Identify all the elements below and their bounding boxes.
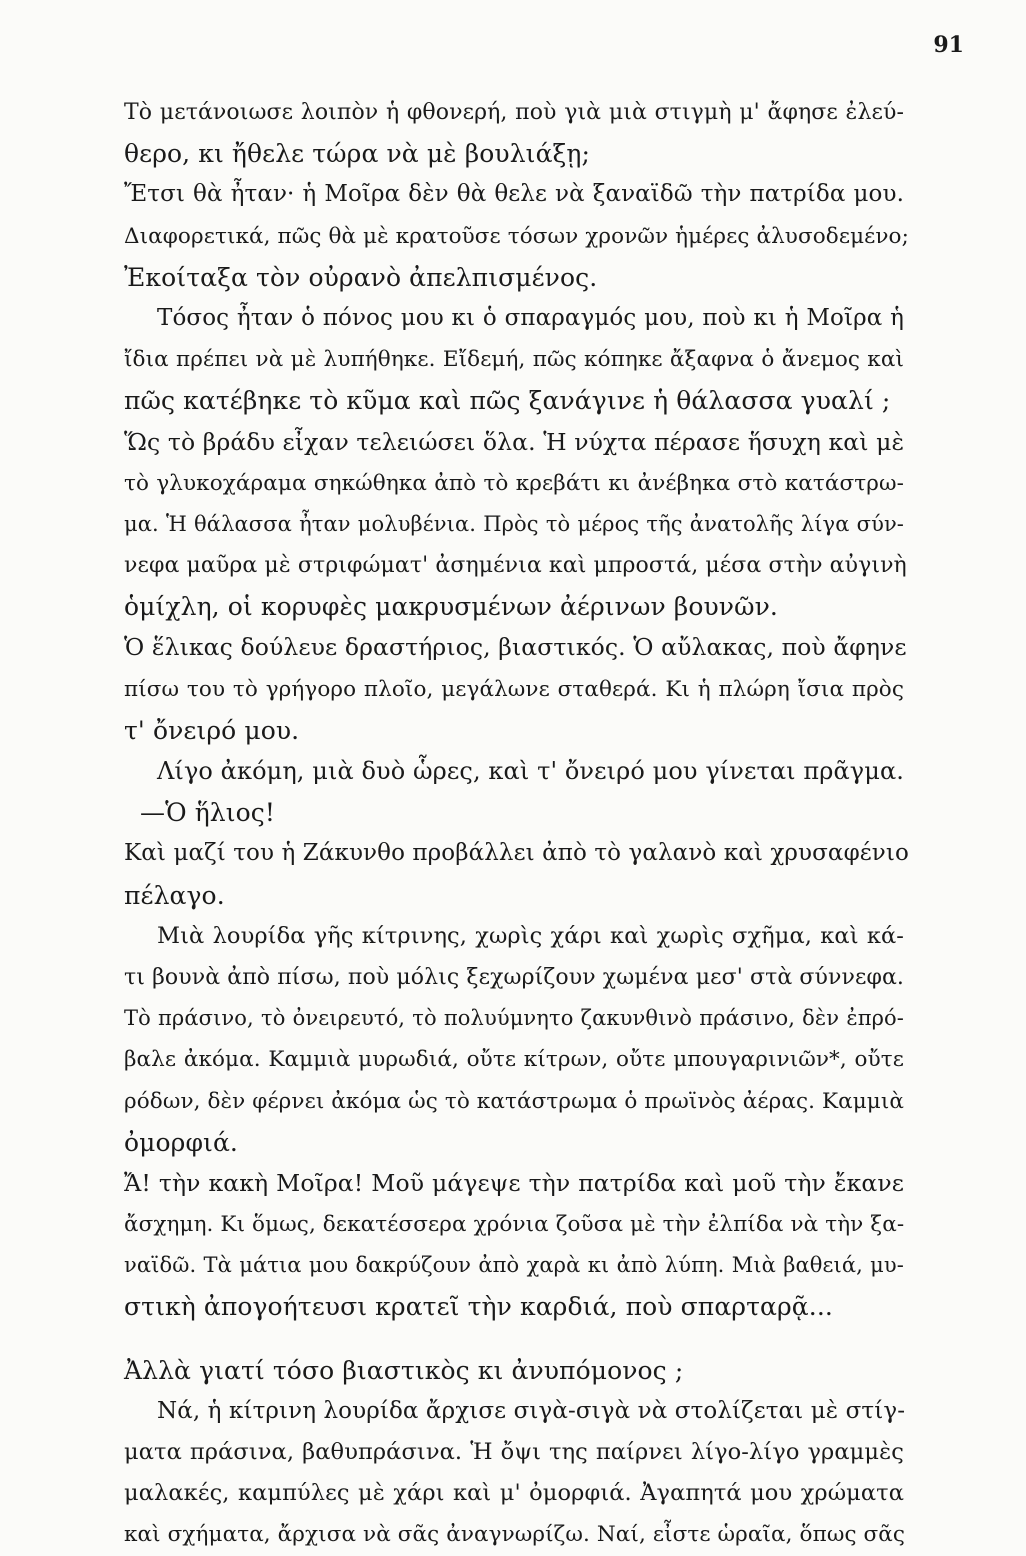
text-line: Λίγο ἀκόμη, μιὰ δυὸ ὧρες, καὶ τ' ὄνειρό μου γίνεται πρᾶγμα. <box>157 757 904 785</box>
paragraph-gap <box>124 1328 904 1350</box>
text-line: πίσω του τὸ γρήγορο πλοῖο, μεγάλωνε σταθερά. Κι ἡ πλώρη ἴσια πρὸς <box>124 676 904 702</box>
text-line: Μιὰ λουρίδα γῆς κίτρινης, χωρὶς χάρι καὶ χωρὶς σχῆμα, καὶ κά- <box>157 922 904 949</box>
text-line: μαλακές, καμπύλες μὲ χάρι καὶ μ' ὀμορφιά. Ἀγαπητά μου χρώματα <box>124 1480 904 1507</box>
text-line: Τὸ μετάνοιωσε λοιπὸν ἡ φθονερή, ποὺ γιὰ μιὰ στιγμὴ μ' ἄφησε ἐλεύ- <box>124 100 904 125</box>
text-line: ρόδων, δὲν φέρνει ἀκόμα ὡς τὸ κατάστρωμα ὁ πρωϊνὸς ἀέρας. Καμμιὰ <box>124 1088 905 1114</box>
text-body <box>124 92 909 1556</box>
text-line: Νά, ἡ κίτρινη λουρίδα ἄρχισε σιγὰ-σιγὰ νὰ στολίζεται μὲ στίγ- <box>157 1397 906 1424</box>
text-line: ἄσχημη. Κι ὅμως, δεκατέσσερα χρόνια ζοῦσα μὲ τὴν ἐλπίδα νὰ τὴν ξα- <box>124 1212 905 1238</box>
text-line: ὁμίχλη, οἱ κορυφὲς μακρυσμένων ἀέρινων βουνῶν. <box>124 592 778 622</box>
text-line: τὸ γλυκοχάραμα σηκώθηκα ἀπὸ τὸ κρεβάτι κι ἀνέβηκα στὸ κατάστρω- <box>124 470 904 496</box>
text-line: Ὁ ἕλικας δούλευε δραστήριος, βιαστικός. Ὁ αὔλακας, ποὺ ἄφηνε <box>124 633 907 662</box>
text-line: ἴδια πρέπει νὰ μὲ λυπήθηκε. Εἴδεμή, πῶς κόπηκε ἄξαφνα ὁ ἄνεμος καὶ <box>124 347 904 373</box>
text-line: Ἄ! τὴν κακὴ Μοῖρα! Μοῦ μάγεψε τὴν πατρίδα καὶ μοῦ τὴν ἔκανε <box>124 1168 904 1197</box>
text-line: θερο, κι ἤθελε τώρα νὰ μὲ βουλιάξῃ; <box>124 139 591 169</box>
text-line: Καὶ μαζί του ἡ Ζάκυνθο προβάλλει ἀπὸ τὸ γαλανὸ καὶ χρυσαφένιο <box>124 840 909 867</box>
text-line: Διαφορετικά, πῶς θὰ μὲ κρατοῦσε τόσων χρονῶν ἡμέρες ἀλυσοδεμένο; <box>124 223 909 249</box>
text-line: Ὥς τὸ βράδυ εἶχαν τελειώσει ὅλα. Ἡ νύχτα πέρασε ἥσυχη καὶ μὲ <box>124 427 905 456</box>
text-line: ὀμορφιά. <box>124 1127 238 1157</box>
text-line: Ἀλλὰ γιατί τόσο βιαστικὸς κι ἀνυπόμονος ; <box>124 1355 684 1385</box>
text-line: —Ὁ ἥλιος! <box>140 798 276 828</box>
text-line: Τόσος ἦταν ὁ πόνος μου κι ὁ σπαραγμός μου, ποὺ κι ἡ Μοῖρα ἡ <box>157 304 904 331</box>
text-line: Ἔτσι θὰ ἦταν· ἡ Μοῖρα δὲν θὰ θελε νὰ ξαναϊδῶ τὴν πατρίδα μου. <box>124 181 904 208</box>
text-line: πῶς κατέβηκε τὸ κῦμα καὶ πῶς ξανάγινε ἡ θάλασσα γυαλί ; <box>124 386 891 416</box>
page-number: 91 <box>933 32 964 58</box>
text-line: τι βουνὰ ἀπὸ πίσω, ποὺ μόλις ξεχωρίζουν χωμένα μεσ' στὰ σύννεφα. <box>124 964 904 990</box>
text-line: νεφα μαῦρα μὲ στριφώματ' ἀσημένια καὶ μπροστά, μέσα στὴν αὐγινὴ <box>124 553 907 579</box>
text-line: ματα πράσινα, βαθυπράσινα. Ἡ ὄψι της παίρνει λίγο-λίγο γραμμὲς <box>124 1439 904 1465</box>
text-line: τ' ὄνειρό μου. <box>124 715 300 745</box>
text-line: Τὸ πράσινο, τὸ ὀνειρευτό, τὸ πολυύμνητο ζακυνθινὸ πράσινο, δὲν ἐπρό- <box>124 1006 904 1031</box>
text-line: Ἐκοίταξα τὸν οὐρανὸ ἀπελπισμένος. <box>124 262 598 292</box>
text-line: καὶ σχήματα, ἄρχισα νὰ σᾶς ἀναγνωρίζω. Ναί, εἶστε ὡραῖα, ὅπως σᾶς <box>124 1522 906 1548</box>
text-line: μα. Ἡ θάλασσα ἦταν μολυβένια. Πρὸς τὸ μέρος τῆς ἀνατολῆς λίγα σύν- <box>124 511 904 536</box>
text-line: βαλε ἀκόμα. Καμμιὰ μυρωδιά, οὔτε κίτρων, οὔτε μπουγαρινιῶν*, οὔτε <box>124 1047 904 1073</box>
text-line: πέλαγο. <box>124 880 225 910</box>
text-line: στικὴ ἀπογοήτευσι κρατεῖ τὴν καρδιά, ποὺ σπαρταρᾷ... <box>124 1292 833 1322</box>
text-line: ναϊδῶ. Τὰ μάτια μου δακρύζουν ἀπὸ χαρὰ κι ἀπὸ λύπη. Μιὰ βαθειά, μυ- <box>124 1253 904 1278</box>
